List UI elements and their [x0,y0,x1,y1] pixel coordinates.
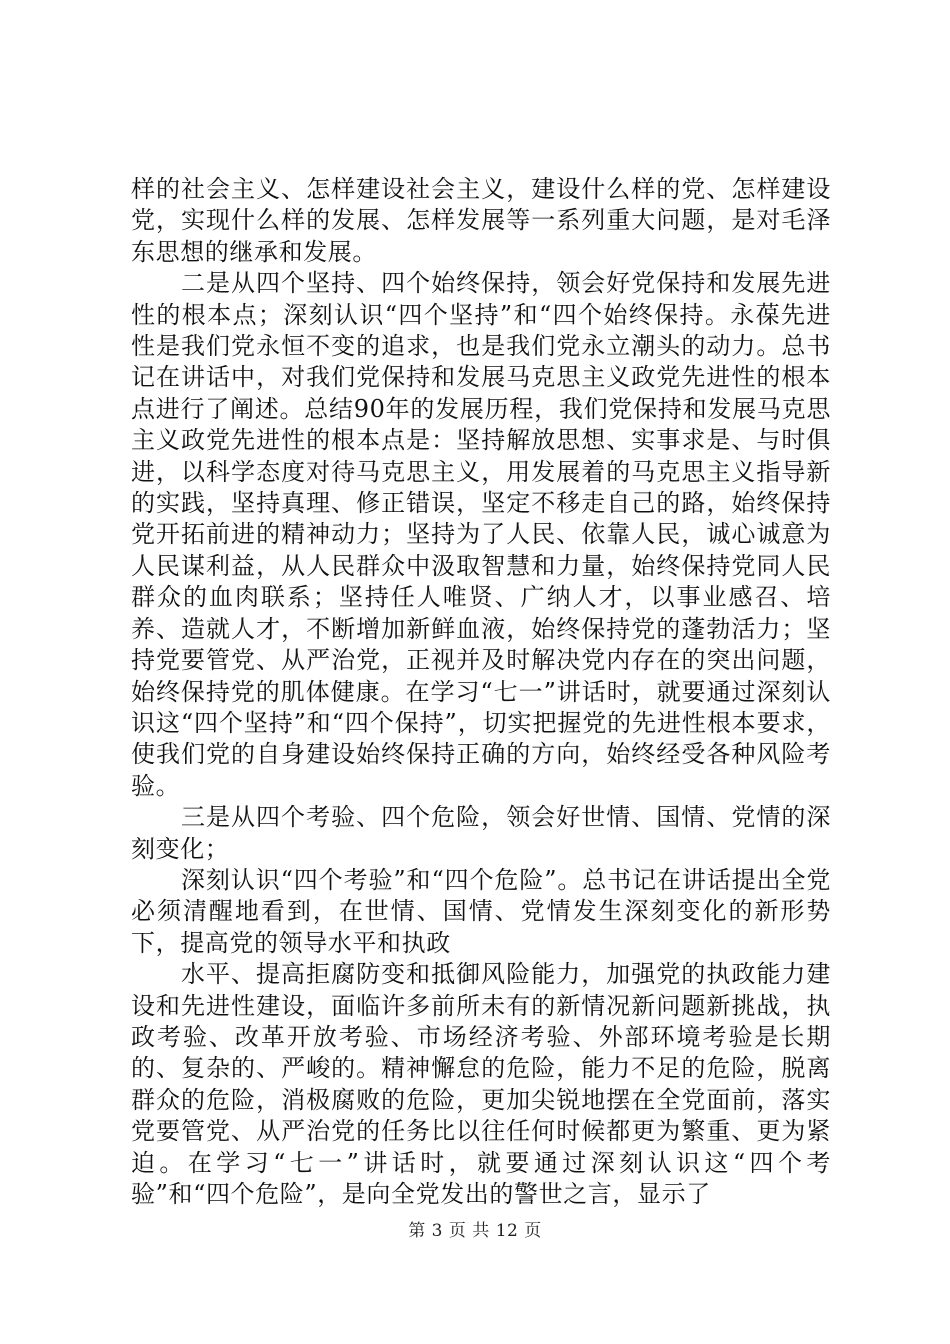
paragraph-1: 样的社会主义、怎样建设社会主义，建设什么样的党、怎样建设党，实现什么样的发展、怎样发展等一系列重大问题，是对毛泽东思想的继承和发展。 [131,175,831,266]
document-body [131,174,831,1210]
paragraph-4: 深刻认识“四个考验”和“四个危险”。总书记在讲话提出全党必须清醒地看到，在世情、国情、党情发生深刻变化的新形势下，提高党的领导水平和执政 [131,865,831,957]
paragraph-3: 三是从四个考验、四个危险，领会好世情、国情、党情的深刻变化； [131,803,831,863]
page-footer: 第 3 页 共 12 页 [408,1221,542,1241]
paragraph-2: 二是从四个坚持、四个始终保持，领会好党保持和发展先进性的根本点；深刻认识“四个坚持”和“四个始终保持。永葆先进性是我们党永恒不变的追求，也是我们党永立潮头的动力。总书记在讲话中，对我们党保持和发展马克思主义政党先进性的根本点进行了阐述。总结90年的发展历程，我们党保持和发展马克思主义政党先进性的根本点是：坚持解放思想、实事求是、与时俱进，以科学态度对待马克思主义，用发展着的马克思主义指导新的实践，坚持真理、修正错误，坚定不移走自己的路，始终保持党开拓前进的精神动力；坚持为了人民、依靠人民，诚心诚意为人民谋利益，从人民群众中汲取智慧和力量，始终保持党同人民群众的血肉联系；坚持任人唯贤、广纳人才，以事业感召、培养、造就人才，不断增加新鲜血液，始终保持党的蓬勃活力；坚持党要管党、从严治党，正视并及时解决党内存在的突出问题，始终保持党的肌体健康。在学习“七一”讲话时，就要通过深刻认识这“四个坚持”和“四个保持”，切实把握党的先进性根本要求，使我们党的自身建设始终保持正确的方向，始终经受各种风险考验。 [131,269,831,800]
paragraph-5: 水平、提高拒腐防变和抵御风险能力，加强党的执政能力建设和先进性建设，面临许多前所未有的新情况新问题新挑战，执政考验、改革开放考验、市场经济考验、外部环境考验是长期的、复杂的、严峻的。精神懈怠的危险，能力不足的危险，脱离群众的危险，消极腐败的危险，更加尖锐地摆在全党面前，落实党要管党、从严治党的任务比以往任何时候都更为繁重、更为紧迫。在学习“七一”讲话时，就要通过深刻认识这“四个考验”和“四个危险”，是向全党发出的警世之言，显示了 [131,960,831,1208]
